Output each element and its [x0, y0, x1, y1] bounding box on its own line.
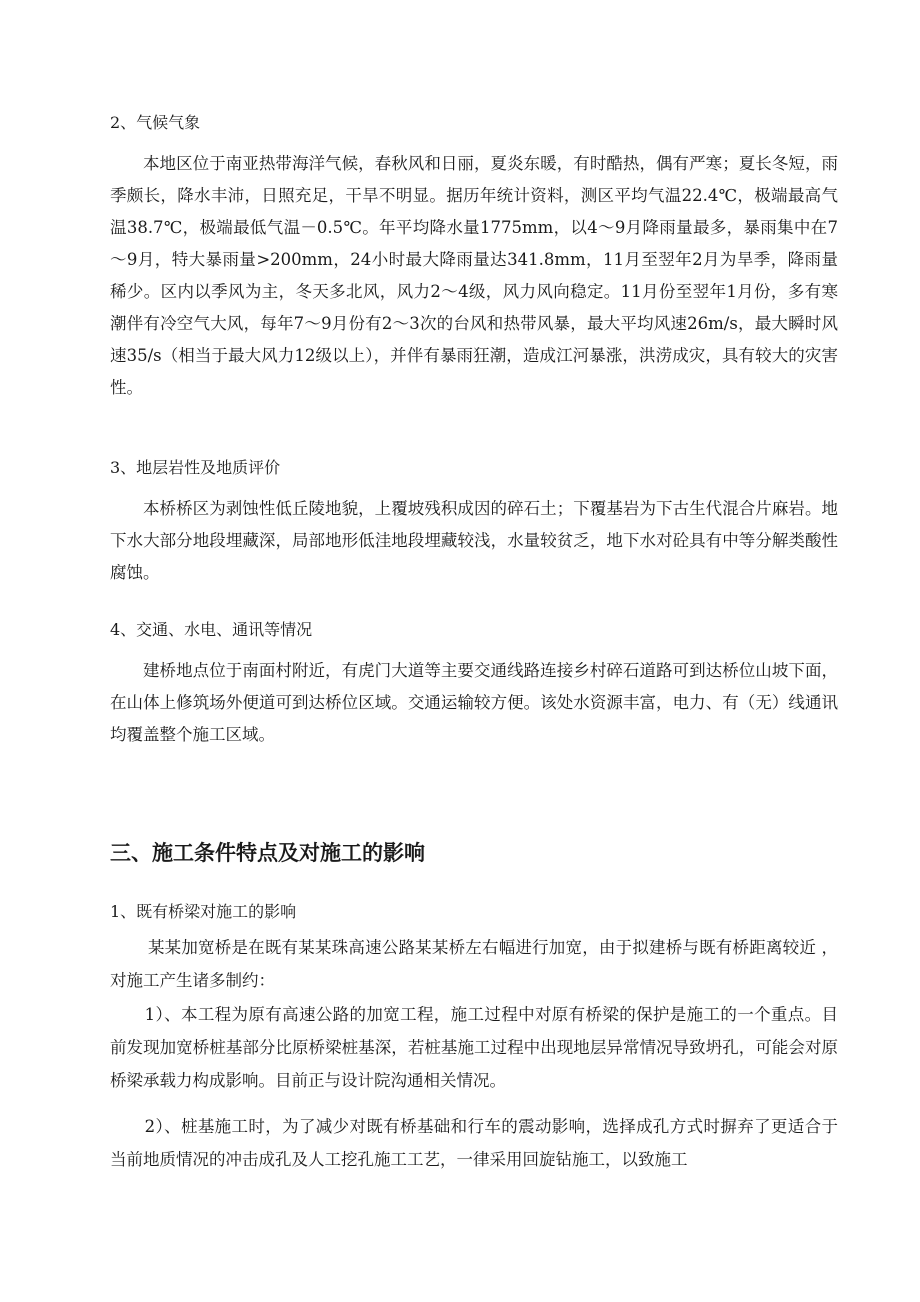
- heading-existing-bridge: 1、既有桥梁对施工的影响: [110, 902, 297, 921]
- paragraph-climate: 本地区位于南亚热带海洋气候，春秋风和日丽，夏炎东暖，有时酷热，偶有严寒；夏长冬短，雨季颇长，降水丰沛，日照充足，干旱不明显。据历年统计资料，测区平均气温22.4℃，极端最高气温38.7℃，极端最低气温－0.5℃。年平均降水量1775mm，以4～9月降雨量最多，暴雨集中在7～9月，特大暴雨量>200mm，24小时最大降雨量达341.8mm，11月至翌年2月为旱季，降雨量稀少。区内以季风为主，冬天多北风，风力2～4级，风力风向稳定。11月份至翌年1月份，多有寒潮伴有冷空气大风，每年7～9月份有2～3次的台风和热带风暴，最大平均风速26m/s，最大瞬时风速35/s（相当于最大风力12级以上），并伴有暴雨狂潮，造成江河暴涨，洪涝成灾，具有较大的灾害性。: [110, 154, 838, 397]
- paragraph-existing-bridge-intro: 某某加宽桥是在既有某某珠高速公路某某桥左右幅进行加宽，由于拟建桥与既有桥距离较近 ，对施工产生诸多制约：: [110, 938, 838, 990]
- paragraph-geology: 本桥桥区为剥蚀性低丘陵地貌，上覆坡残积成因的碎石土；下覆基岩为下古生代混合片麻岩。地下水大部分地段埋藏深，局部地形低洼地段埋藏较浅，水量较贫乏，地下水对砼具有中等分解类酸性腐蚀。: [110, 499, 838, 582]
- heading-climate: 2、气候气象: [110, 113, 201, 132]
- heading-traffic: 4、交通、水电、通讯等情况: [110, 620, 313, 639]
- chapter-title: 三、施工条件特点及对施工的影响: [110, 841, 425, 865]
- heading-geology: 3、地层岩性及地质评价: [110, 458, 281, 477]
- paragraph-traffic: 建桥地点位于南面村附近，有虎门大道等主要交通线路连接乡村碎石道路可到达桥位山坡下面，在山体上修筑场外便道可到达桥位区域。交通运输较方便。该处水资源丰富，电力、有（无）线通讯均覆盖整个施工区域。: [110, 661, 838, 744]
- paragraph-item-1: 1）、本工程为原有高速公路的加宽工程，施工过程中对原有桥梁的保护是施工的一个重点。目前发现加宽桥桩基部分比原桥梁桩基深，若桩基施工过程中出现地层异常情况导致坍孔，可能会对原桥梁承载力构成影响。目前正与设计院沟通相关情况。: [110, 1005, 838, 1090]
- paragraph-item-2: 2）、桩基施工时，为了减少对既有桥基础和行车的震动影响，选择成孔方式时摒弃了更适合于当前地质情况的冲击成孔及人工挖孔施工工艺，一律采用回旋钻施工，以致施工: [110, 1117, 838, 1169]
